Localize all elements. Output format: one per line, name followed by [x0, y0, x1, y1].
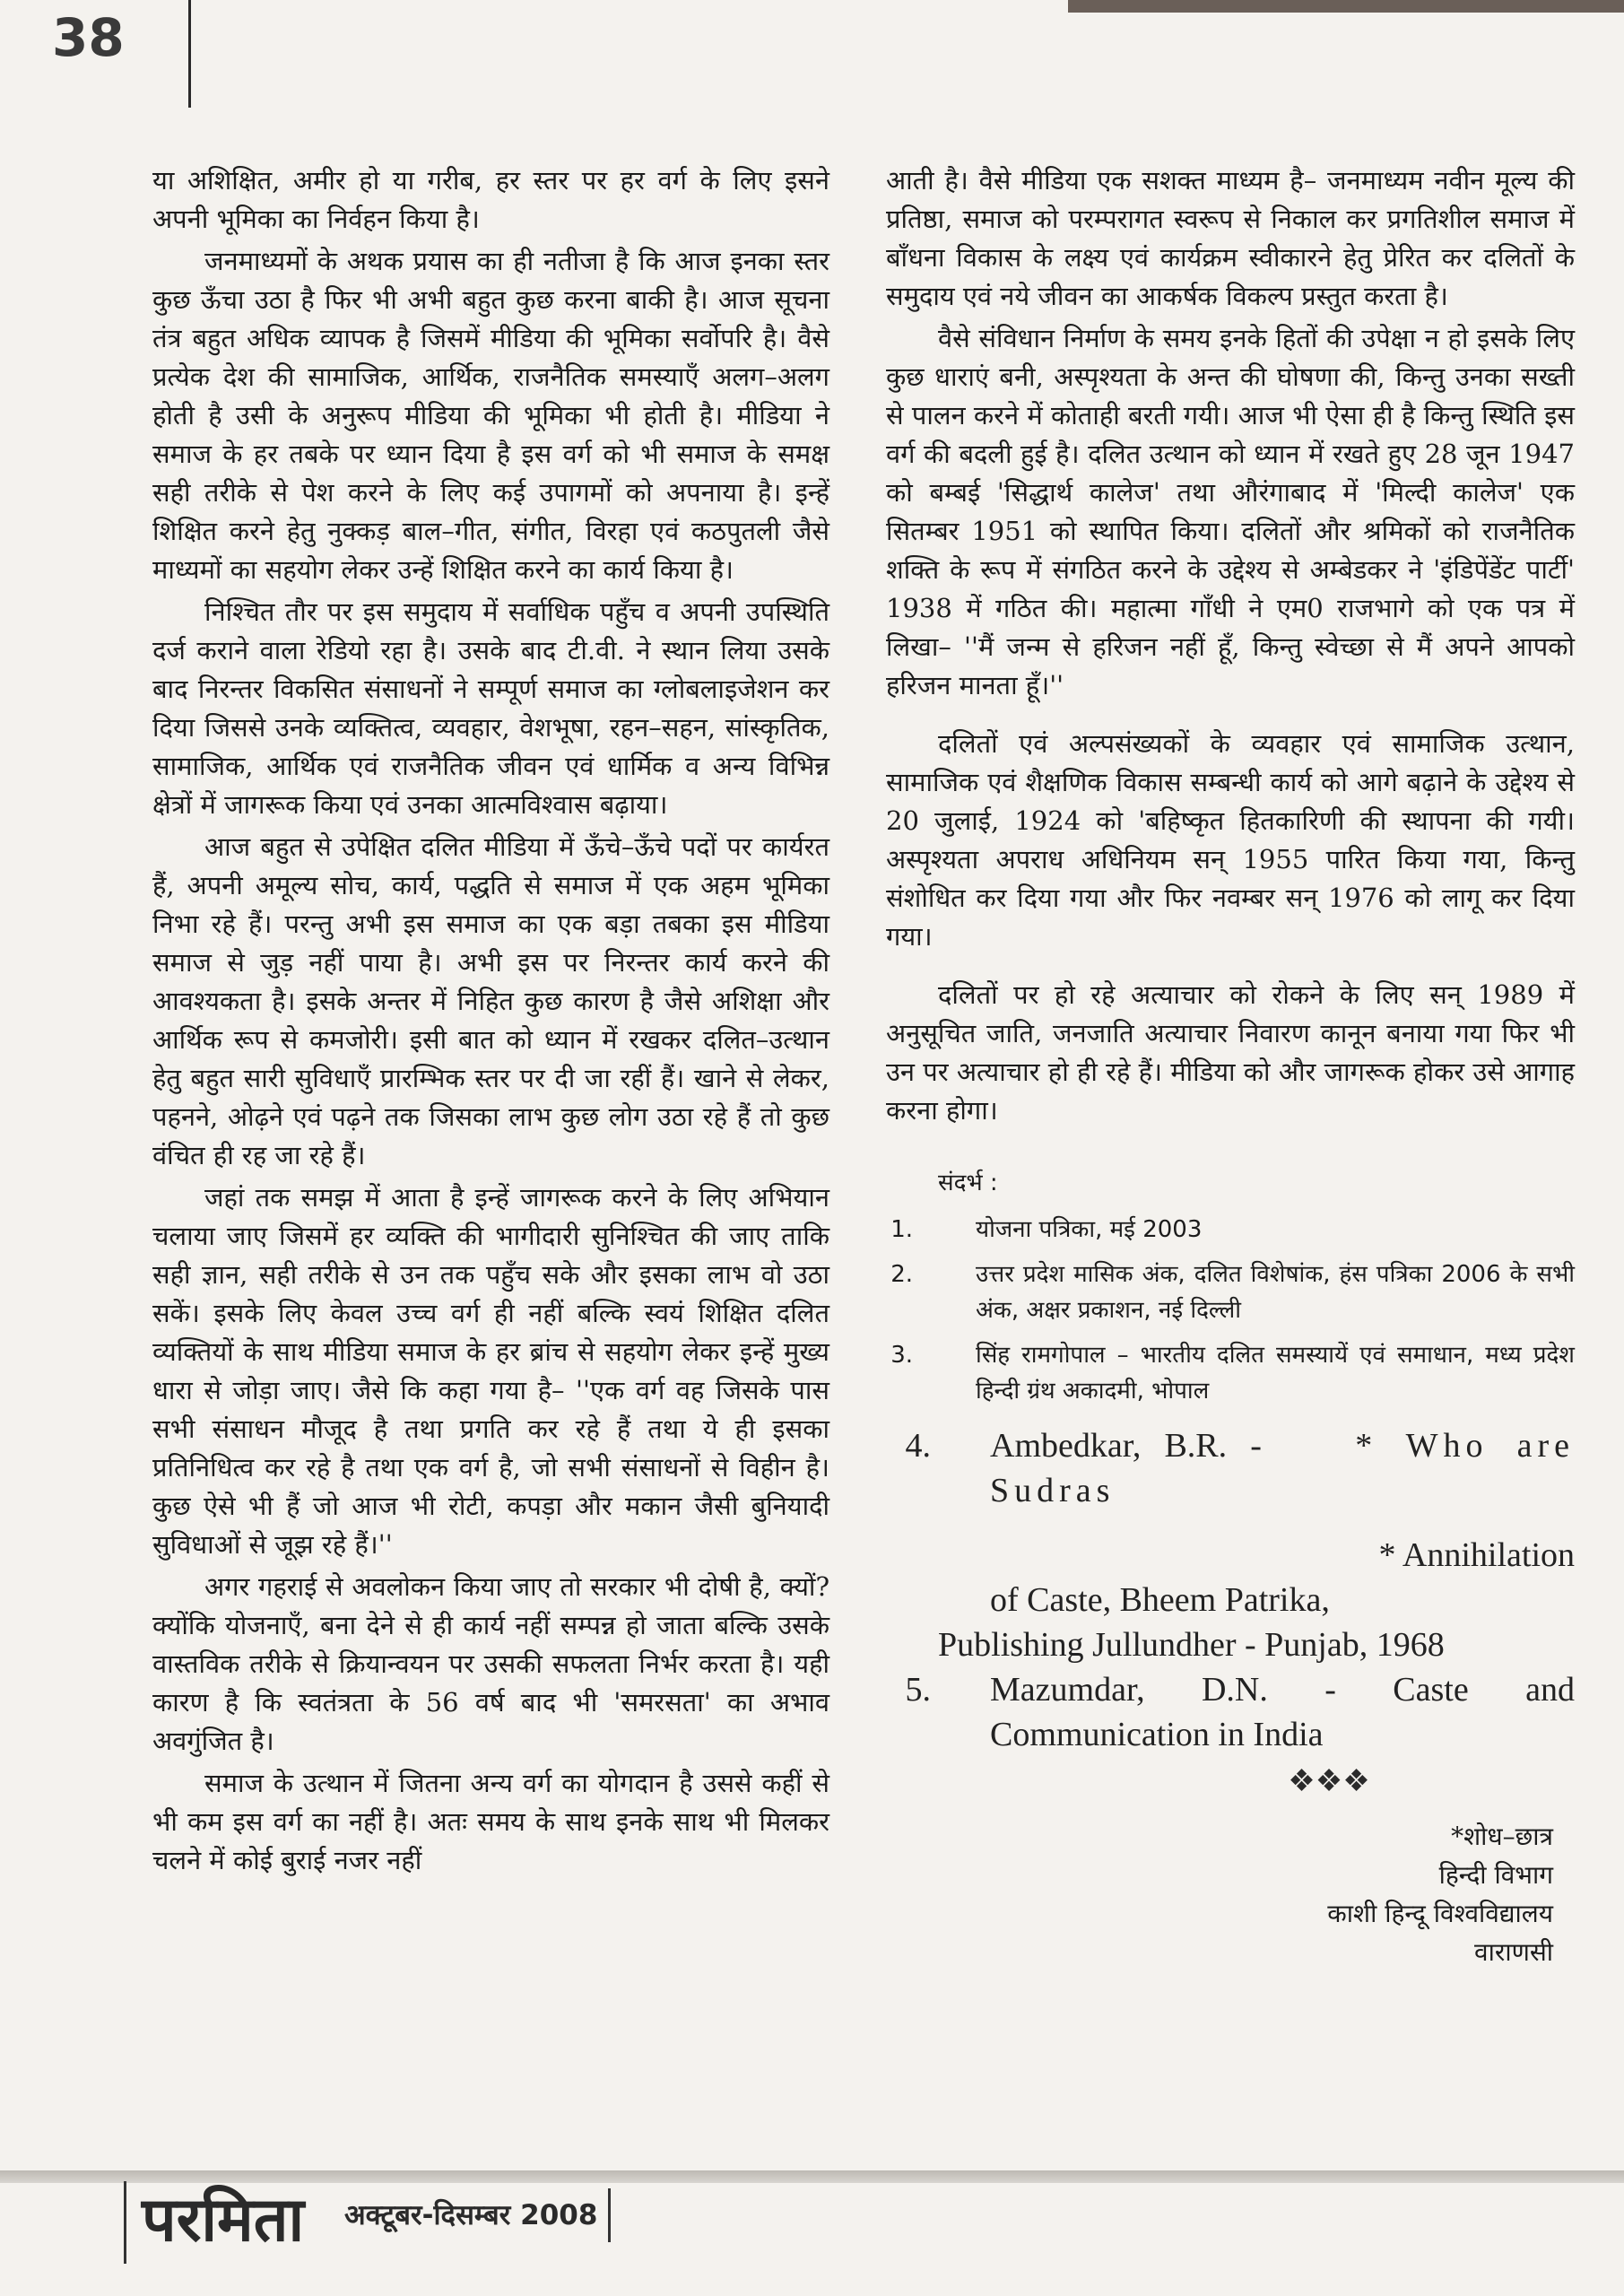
- reference-number: 2.: [890, 1261, 913, 1288]
- paragraph: जहां तक समझ में आता है इन्हें जागरूक करने के लिए अभियान चलाया जाए जिसमें हर व्यक्ति की भागीदारी सुनिश्चित की जाए ताकि सही ज्ञान, सही तरीके से उन तक पहुँच सके और इसका लाभ वो उठा सकें। इसके लिए केवल उच्च वर्ग ही नहीं बल्कि स्वयं शिक्षित दलित व्यक्तियों के साथ मीडिया समाज के हर ब्रांच से सहयोग लेकर इन्हें मुख्य धारा से जोड़ा जाए। जैसे कि कहा गया है– ''एक वर्ग वह जिसके पास सभी संसाधन मौजूद है तथा प्रगति कर रहे हैं तथा ये ही इसका प्रतिनिधित्व कर रहे है तथा एक वर्ग है, जो सभी संसाधनों से विहीन है। कुछ ऐसे भी हैं जो आज भी रोटी, कपड़ा और मकान जैसी बुनियादी सुविधाओं से जूझ रहे हैं।'': [152, 1182, 829, 1560]
- author-role: *शोध–छात्र: [1451, 1822, 1553, 1851]
- right-column: [886, 161, 1575, 1971]
- reference-author: Ambedkar, B.R. -: [990, 1427, 1262, 1465]
- reference-text: योजना पत्रिका, मई 2003: [976, 1216, 1203, 1243]
- paragraph: आज बहुत से उपेक्षित दलित मीडिया में ऊँचे–ऊँचे पदों पर कार्यरत हैं, अपनी अमूल्य सोच, कार्य, पद्धति से समाज में एक अहम भूमिका निभा रहे हैं। परन्तु अभी इस समाज का एक बड़ा तबका इस मीडिया समाज से जुड़ नहीं पाया है। अभी इस पर निरन्तर कार्य करने की आवश्यकता है। इसके अन्तर में निहित कुछ कारण है जैसे अशिक्षा और आर्थिक रूप से कमजोरी। इसी बात को ध्यान में रखकर दलित–उत्थान हेतु बहुत सारी सुविधाएँ प्रारम्भिक स्तर पर दी जा रहीं हैं। खाने से लेकर, पहनने, ओढ़ने एवं पढ़ने तक जिसका लाभ कुछ लोग उठा रहे हैं तो कुछ वंचित ही रह जा रहे हैं।: [152, 831, 829, 1170]
- paragraph: दलितों एवं अल्पसंख्यकों के व्यवहार एवं सामाजिक उत्थान, सामाजिक एवं शैक्षणिक विकास सम्बन्धी कार्य को आगे बढ़ाने के उद्देश्य से 20 जुलाई, 1924 को 'बहिष्कृत हितकारिणी की स्थापना की गयी। अस्पृश्यता अपराध अधिनियम सन् 1955 पारित किया गया, किन्तु संशोधित कर दिया गया और फिर नवम्बर सन् 1976 को लागू कर दिया गया।: [886, 728, 1575, 952]
- author-university: काशी हिन्दू विश्वविद्यालय: [1327, 1899, 1553, 1928]
- header-vertical-rule: [188, 0, 191, 108]
- references-heading: संदर्भ :: [938, 1170, 998, 1196]
- reference-text: Mazumdar, D.N. - Caste and Communication in India: [990, 1671, 1575, 1753]
- reference-number: 4.: [905, 1427, 931, 1465]
- reference-work: * Annihilation: [1378, 1536, 1575, 1574]
- paragraph: आती है। वैसे मीडिया एक सशक्त माध्यम है– जनमाध्यम नवीन मूल्य की प्रतिष्ठा, समाज को परम्परागत स्वरूप से निकाल कर प्रगतिशील समाज में बाँधना विकास के लक्ष्य एवं कार्यक्रम स्वीकारने हेतु प्रेरित कर दलितों के समुदाय एवं नये जीवन का आकर्षक विकल्प प्रस्तुत करता है।: [886, 165, 1575, 311]
- reference-item-english: [886, 1423, 1575, 1578]
- top-decorative-band: [1068, 0, 1624, 13]
- reference-number: 5.: [905, 1671, 931, 1709]
- reference-item: [886, 1337, 1575, 1409]
- paragraph: समाज के उत्थान में जितना अन्य वर्ग का योगदान है उससे कहीं से भी कम इस वर्ग का नहीं है। अतः समय के साथ इनके साथ भी मिलकर चलने में कोई बुराई नजर नहीं: [152, 1768, 829, 1875]
- paragraph: जनमाध्यमों के अथक प्रयास का ही नतीजा है कि आज इनका स्तर कुछ ऊँचा उठा है फिर भी अभी बहुत कुछ करना बाकी है। आज सूचना तंत्र बहुत अधिक व्यापक है जिसमें मीडिया की भूमिका सर्वोपरि है। वैसे प्रत्येक देश की सामाजिक, आर्थिक, राजनैतिक समस्याएँ अलग–अलग होती है उसी के अनुरूप मीडिया की भूमिका भी होती है। मीडिया ने समाज के हर तबके पर ध्यान दिया है इस वर्ग को भी समाज के समक्ष सही तरीके से पेश करने के लिए कई उपागमों को अपनाया है। इन्हें शिक्षित करने हेतु नुक्कड़ बाल–गीत, संगीत, विरहा एवं कठपुतली जैसे माध्यमों का सहयोग लेकर उन्हें शिक्षित करने का कार्य किया है।: [152, 246, 829, 585]
- section-end-ornament: ❖❖❖: [1288, 1763, 1370, 1799]
- reference-work-continuation: of Caste, Bheem Patrika,: [990, 1581, 1330, 1619]
- paragraph: या अशिक्षित, अमीर हो या गरीब, हर स्तर पर हर वर्ग के लिए इसने अपनी भूमिका का निर्वहन किया है।: [152, 165, 829, 234]
- issue-date: अक्टूबर-दिसम्बर 2008: [344, 2199, 598, 2231]
- page-number: 38: [52, 7, 125, 68]
- author-department: हिन्दी विभाग: [1438, 1860, 1553, 1890]
- reference-number: 1.: [890, 1216, 913, 1243]
- reference-item: [886, 1212, 1575, 1248]
- reference-number: 3.: [890, 1342, 913, 1369]
- paragraph: निश्चित तौर पर इस समुदाय में सर्वाधिक पहुँच व अपनी उपस्थिति दर्ज कराने वाला रेडियो रहा है। उसके बाद टी.वी. ने स्थान लिया उसके बाद निरन्तर विकसित संसाधनों ने सम्पूर्ण समाज का ग्लोबलाइजेशन कर दिया जिससे उनके व्यक्तित्व, व्यवहार, वेशभूषा, रहन–सहन, सांस्कृतिक, सामाजिक, आर्थिक एवं राजनैतिक जीवन एवं धार्मिक व अन्य विभिन्न क्षेत्रों में जागरूक किया एवं उनका आत्मविश्वास बढ़ाया।: [152, 596, 829, 820]
- magazine-title: परमिता: [142, 2185, 305, 2256]
- paragraph: अगर गहराई से अवलोकन किया जाए तो सरकार भी दोषी है, क्यों? क्योंकि योजनाएँ, बना देने से ही कार्य नहीं सम्पन्न हो जाता बल्कि उसके वास्तविक तरीके से क्रियान्वयन पर उसकी सफलता निर्भर करता है। यही कारण है कि स्वतंत्रता के 56 वर्ष बाद भी 'समरसता' का अभाव अवगुंजित है।: [152, 1571, 829, 1756]
- left-column: [152, 161, 829, 1880]
- footer-rule-right: [608, 2188, 611, 2242]
- reference-work: * Who are Sudras: [990, 1427, 1575, 1509]
- paragraph: वैसे संविधान निर्माण के समय इनके हितों की उपेक्षा न हो इसके लिए कुछ धाराएं बनी, अस्पृश्यता के अन्त की घोषणा की, किन्तु उनका सख्ती से पालन करने में कोताही बरती गयी। आज भी ऐसा ही है किन्तु स्थिति इस वर्ग की बदली हुई है। दलित उत्थान को ध्यान में रखते हुए 28 जून 1947 को बम्बई 'सिद्धार्थ कालेज' तथा औरंगाबाद में 'मिल्दी कालेज' एक सितम्बर 1951 को स्थापित किया। दलितों और श्रमिकों को राजनैतिक शक्ति के रूप में संगठित करने के उद्देश्य से अम्बेडकर ने 'इंडिपेंडेंट पार्टी' 1938 में गठित की। महात्मा गाँधी ने एम0 राजभागे को एक पत्र में लिखा– ''मैं जन्म से हरिजन नहीं हूँ, किन्तु स्वेच्छा से मैं अपने आपको हरिजन मानता हूँ।'': [886, 323, 1575, 700]
- reference-continuation: [886, 1578, 1575, 1667]
- reference-item-english: [886, 1667, 1575, 1757]
- author-city: वाराणसी: [1474, 1937, 1553, 1967]
- reference-text: उत्तर प्रदेश मासिक अंक, दलित विशेषांक, हंस पत्रिका 2006 के सभी अंक, अक्षर प्रकाशन, नई दिल्ली: [976, 1261, 1575, 1324]
- author-affiliation: [886, 1817, 1575, 1971]
- footer-rule-left: [124, 2181, 126, 2264]
- paragraph: दलितों पर हो रहे अत्याचार को रोकने के लिए सन् 1989 में अनुसूचित जाति, जनजाति अत्याचार निवारण कानून बनाया गया फिर भी उन पर अत्याचार हो ही रहे हैं। मीडिया को और जागरूक होकर उसे आगाह करना होगा।: [886, 979, 1575, 1126]
- reference-publisher: Publishing Jullundher - Punjab, 1968: [938, 1626, 1445, 1664]
- reference-item: [886, 1257, 1575, 1328]
- reference-text: सिंह रामगोपाल – भारतीय दलित समस्यायें एवं समाधान, मध्य प्रदेश हिन्दी ग्रंथ अकादमी, भोपाल: [976, 1342, 1575, 1405]
